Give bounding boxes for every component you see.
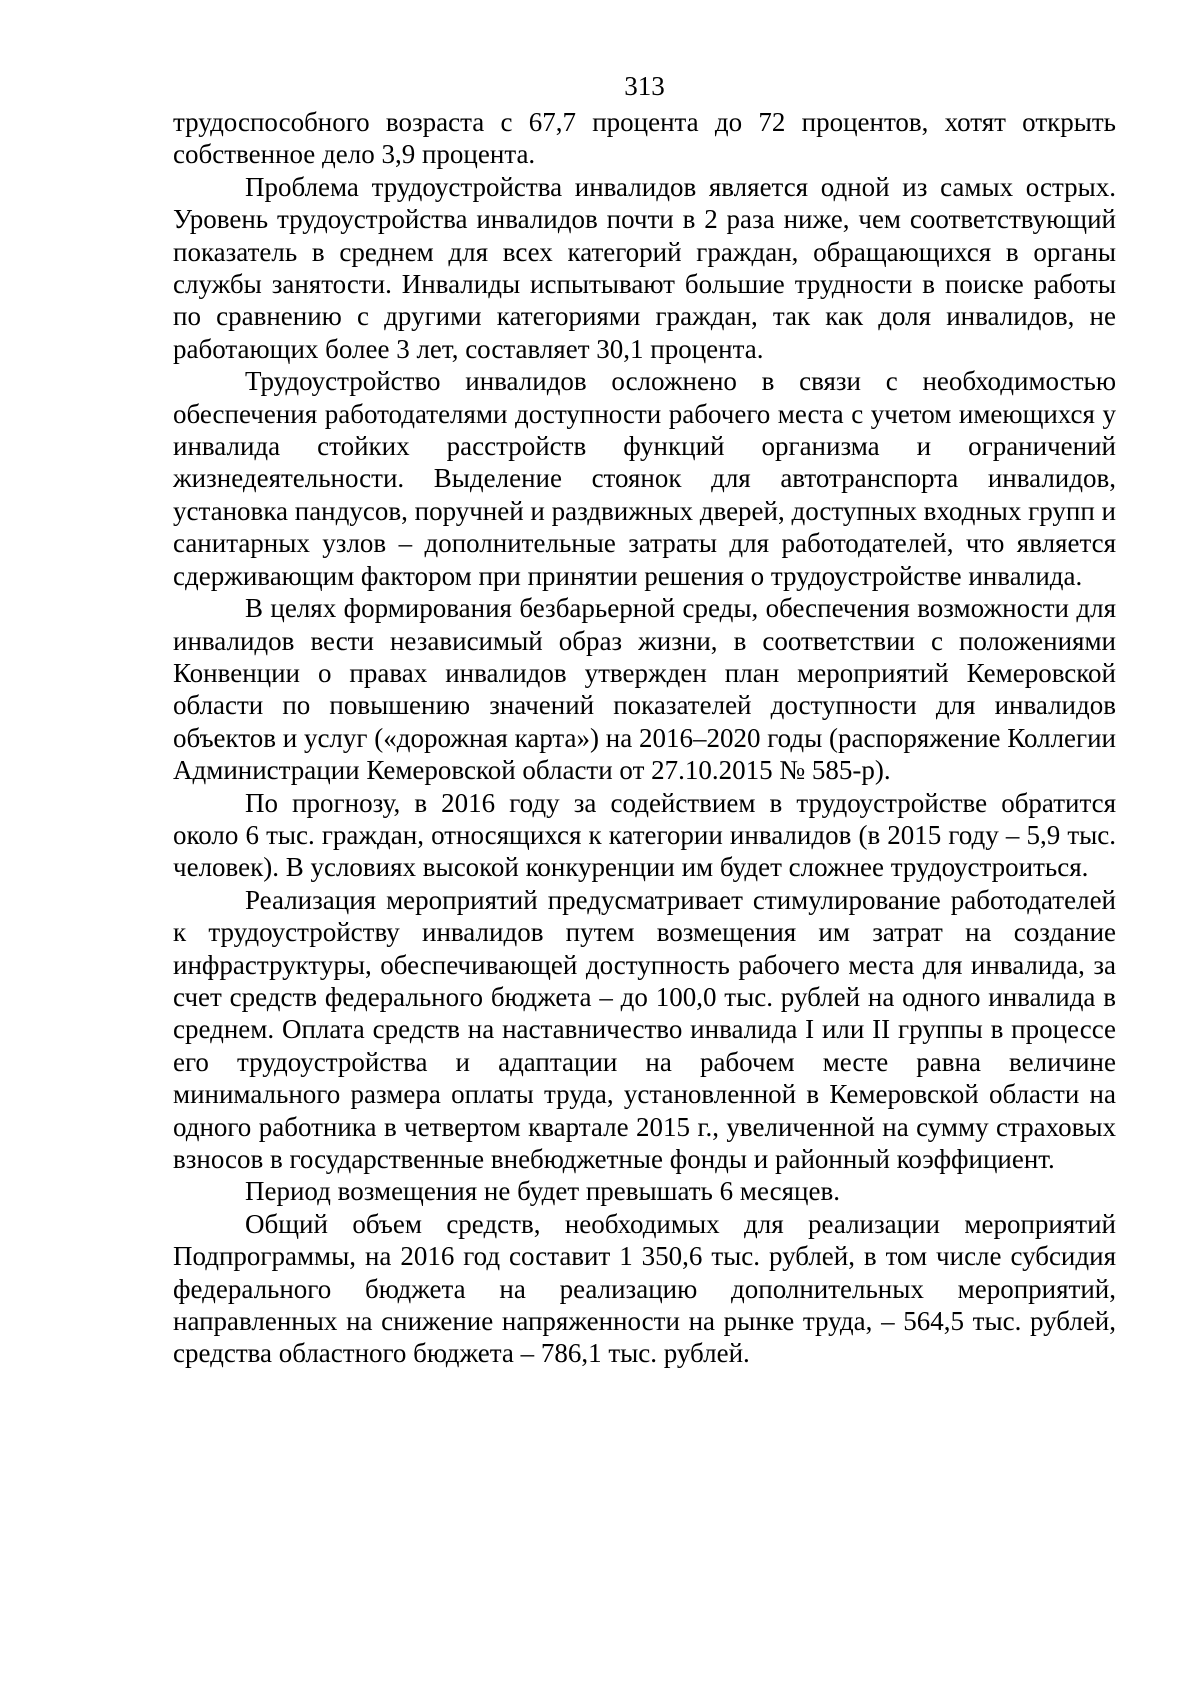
document-page xyxy=(173,68,1116,1370)
paragraph-workplace-accessibility: Трудоустройство инвалидов осложнено в связи с необходимостью обеспечения работодателями доступности рабочего места с учетом имеющихся у инвалида стойких расстройств функций организма и ограничений жизнедеятельности. Выделение стоянок для автотранспорта инвалидов, установка пандусов, поручней и раздвижных дверей, доступных входных групп и санитарных узлов – дополнительные затраты для работодателей, что является сдерживающим фактором при принятии решения о трудоустройстве инвалида. xyxy=(173,366,1116,591)
paragraph-reimbursement-period: Период возмещения не будет превышать 6 месяцев. xyxy=(245,1176,840,1207)
paragraph-measures: Реализация мероприятий предусматривает стимулирование работодателей к трудоустройству инвалидов путем возмещения им затрат на создание инфраструктуры, обеспечивающей доступность рабочего места для инвалида, за счет средств федерального бюджета – до 100,0 тыс. рублей на одного инвалида в среднем. Оплата средств на наставничество инвалида I или II группы в процессе его трудоустройства и адаптации на рабочем месте равна величине минимального размера оплаты труда, установленной в Кемеровской области на одного работника в четвертом квартале 2015 г., увеличенной на сумму страховых взносов в государственные внебюджетные фонды и районный коэффициент. xyxy=(173,884,1116,1174)
paragraph-employment-problem: Проблема трудоустройства инвалидов является одной из самых острых. Уровень трудоустройства инвалидов почти в 2 раза ниже, чем соответствующий показатель в среднем для всех категорий граждан, обращающихся в органы службы занятости. Инвалиды испытывают большие трудности в поиске работы по сравнению с другими категориями граждан, так как доля инвалидов, не работающих более 3 лет, составляет 30,1 процента. xyxy=(173,171,1116,364)
paragraph-funding: Общий объем средств, необходимых для реализации мероприятий Подпрограммы, на 2016 год составит 1 350,6 тыс. рублей, в том числе субсидия федерального бюджета на реализацию дополнительных мероприятий, направленных на снижение напряженности на рынке труда, – 564,5 тыс. рублей, средства областного бюджета – 786,1 тыс. рублей. xyxy=(173,1208,1116,1369)
page-number: 313 xyxy=(624,71,665,101)
paragraph-forecast: По прогнозу, в 2016 году за содействием в трудоустройстве обратится около 6 тыс. граждан, относящихся к категории инвалидов (в 2015 году – 5,9 тыс. человек). В условиях высокой конкуренции им будет сложнее трудоустроиться. xyxy=(173,787,1116,883)
paragraph-continuation: трудоспособного возраста с 67,7 процента до 72 процентов, хотят открыть собственное дело 3,9 процента. xyxy=(173,107,1116,170)
paragraph-barrier-free-environment: В целях формирования безбарьерной среды, обеспечения возможности для инвалидов вести независимый образ жизни, в соответствии с положениями Конвенции о правах инвалидов утвержден план мероприятий Кемеровской области по повышению значений показателей доступности для инвалидов объектов и услуг («дорожная карта») на 2016–2020 годы (распоряжение Коллегии Администрации Кемеровской области от 27.10.2015 № 585-р). xyxy=(173,593,1116,786)
